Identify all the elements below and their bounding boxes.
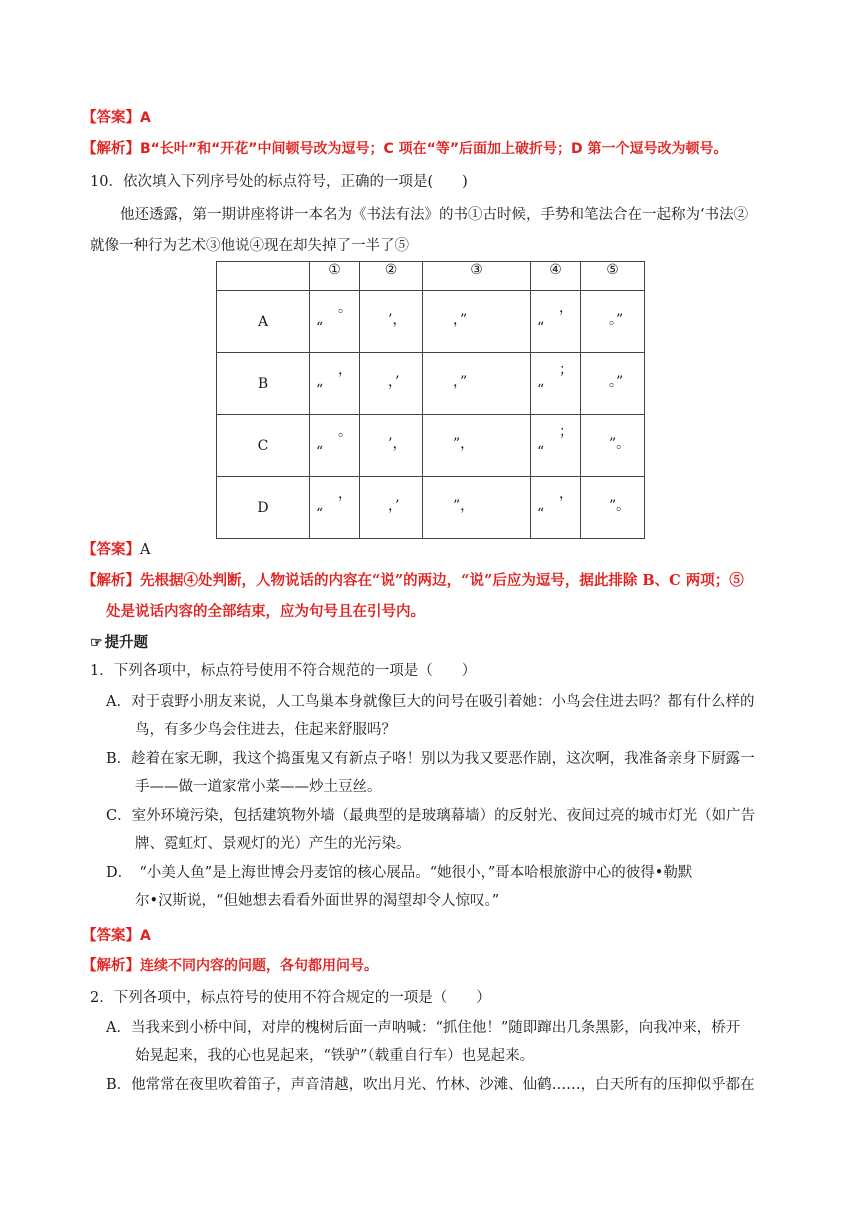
cell-mark: ’，: [388, 436, 407, 452]
q1-option-d-line1: D． “小美人鱼”是上海世博会丹麦馆的核心展品。“她很小，”哥本哈根旅游中心的彼得•勒默: [106, 865, 693, 881]
row-label: C: [217, 415, 310, 477]
answer-label: 【答案】: [82, 927, 140, 944]
q1-answer-line: [82, 926, 151, 946]
answer-label: 【答案】: [82, 109, 140, 126]
table-cell: [423, 415, 531, 477]
analysis-text: 连续不同内容的问题，各句都用问号。: [140, 958, 378, 974]
q2-option-a-line1: A．当我来到小桥中间，对岸的槐树后面一声呐喊：“抓住他！”随即蹿出几条黑影，向我冲来，桥开: [106, 1020, 741, 1036]
answer-value: A: [140, 542, 151, 558]
table-header-cell: [217, 262, 310, 291]
table-header-cell: ①: [310, 262, 360, 291]
cell-mark: ，: [338, 486, 352, 502]
table-header-row: [217, 262, 645, 291]
table-cell: [581, 477, 645, 539]
analysis-label: 【解析】: [82, 957, 140, 974]
options-table: [216, 261, 645, 539]
q10-analysis-line2: 处是说话内容的全部结束，应为句号且在引号内。: [106, 603, 425, 620]
table-cell: [310, 353, 360, 415]
cell-mark: ，: [338, 362, 352, 378]
q1-option-a-line2: 鸟，有多少鸟会住进去，住起来舒服吗？: [135, 722, 396, 738]
cell-mark: “: [316, 320, 324, 336]
q1-analysis-line: [82, 956, 378, 976]
q10-stem: 10．依次填入下列序号处的标点符号，正确的一项是( ): [90, 174, 468, 190]
cell-mark: 。: [338, 300, 352, 316]
q2-option-b-line1: B．他常常在夜里吹着笛子，声音清越，吹出月光、竹林、沙滩、仙鹤……，白天所有的压抑似乎都在: [106, 1077, 755, 1093]
table-cell: [531, 415, 581, 477]
cell-mark: ”，: [453, 436, 475, 452]
table-row: [217, 415, 645, 477]
cell-mark: ，”: [453, 374, 468, 390]
q2-option-a-line2: 始晃起来，我的心也晃起来，“铁驴”（载重自行车）也晃起来。: [135, 1048, 535, 1064]
cell-mark: “: [537, 320, 545, 336]
analysis-text: 先根据④处判断，人物说话的内容在“说”的两边，“说”后应为逗号，据此排除 B、C 两项；⑤: [140, 572, 744, 589]
table-cell: [360, 415, 423, 477]
pencil-icon: ☞: [90, 635, 103, 651]
table-cell: [310, 415, 360, 477]
cell-mark: ，”: [453, 312, 468, 328]
answer-label: 【答案】: [82, 541, 140, 558]
cell-mark: ；: [559, 362, 573, 378]
cell-mark: ，’: [388, 498, 400, 514]
q1-stem: 1．下列各项中，标点符号使用不符合规范的一项是（ ）: [90, 663, 477, 679]
table-cell: [531, 353, 581, 415]
table-header-cell: ④: [531, 262, 581, 291]
table-cell: [531, 291, 581, 353]
section-header: [90, 633, 148, 653]
analysis-text: B“长叶”和“开花”中间顿号改为逗号；C 项在“等”后面加上破折号；D 第一个逗号改为顿号。: [140, 141, 728, 157]
cell-mark: ’，: [388, 312, 407, 328]
cell-mark: ，’: [388, 374, 400, 390]
cell-mark: ，: [559, 486, 573, 502]
table-header-cell: ⑤: [581, 262, 645, 291]
cell-mark: “: [316, 382, 324, 398]
cell-mark: “: [537, 444, 545, 460]
q1-option-a-line1: A．对于袁野小朋友来说，人工鸟巢本身就像巨大的问号在吸引着她：小鸟会住进去吗？都有什么样的: [106, 694, 755, 710]
table-cell: [581, 353, 645, 415]
table-cell: [360, 477, 423, 539]
row-label: B: [217, 353, 310, 415]
table-cell: [310, 291, 360, 353]
cell-mark: 。”: [609, 374, 624, 390]
table-header-cell: ③: [423, 262, 531, 291]
analysis-label: 【解析】: [82, 572, 140, 589]
q2-stem: 2．下列各项中，标点符号的使用不符合规定的一项是（ ）: [90, 990, 491, 1006]
cell-mark: “: [316, 506, 324, 522]
table-row: [217, 477, 645, 539]
cell-mark: ”，: [453, 498, 475, 514]
cell-mark: ；: [559, 424, 573, 440]
q10-passage-line2: 就像一种行为艺术③他说④现在却失掉了一半了⑤: [90, 238, 409, 254]
cell-mark: ”。: [609, 436, 631, 452]
answer-line: [82, 108, 151, 128]
table-cell: [310, 477, 360, 539]
analysis-label: 【解析】: [82, 140, 140, 157]
q10-analysis-line1: [82, 571, 744, 591]
cell-mark: “: [537, 506, 545, 522]
cell-mark: 。: [338, 424, 352, 440]
q10-answer-line: [82, 540, 150, 560]
section-title: 提升题: [104, 634, 149, 651]
cell-mark: 。”: [609, 312, 624, 328]
row-label: A: [217, 291, 310, 353]
q1-option-c-line2: 牌、霓虹灯、景观灯的光）产生的光污染。: [135, 836, 411, 852]
row-label: D: [217, 477, 310, 539]
cell-mark: ”。: [609, 498, 631, 514]
cell-mark: “: [537, 382, 545, 398]
table-cell: [581, 291, 645, 353]
table-header-cell: ②: [360, 262, 423, 291]
q1-option-b-line1: B．趁着在家无聊，我这个捣蛋鬼又有新点子咯！别以为我又要恶作剧，这次啊，我准备亲身下厨露一: [106, 751, 755, 767]
answer-value: A: [140, 928, 151, 944]
q1-option-b-line2: 手——做一道家常小菜——炒土豆丝。: [135, 779, 382, 795]
cell-mark: “: [316, 444, 324, 460]
table-cell: [423, 291, 531, 353]
table-cell: [360, 291, 423, 353]
answer-value: A: [140, 110, 151, 126]
table-cell: [360, 353, 423, 415]
table-row: [217, 353, 645, 415]
table-row: [217, 291, 645, 353]
q1-option-d-line2: 尔•汉斯说，“但她想去看看外面世界的渴望却令人惊叹。”: [135, 893, 500, 909]
table-cell: [531, 477, 581, 539]
q10-passage-line1: 他还透露，第一期讲座将讲一本名为《书法有法》的书①古时候，手势和笔法合在一起称为‘书法②: [120, 207, 749, 223]
table-cell: [581, 415, 645, 477]
cell-mark: ，: [559, 300, 573, 316]
table-cell: [423, 353, 531, 415]
table-cell: [423, 477, 531, 539]
q1-option-c-line1: C．室外环境污染，包括建筑物外墙（最典型的是玻璃幕墙）的反射光、夜间过亮的城市灯光（如广告: [106, 808, 756, 824]
analysis-line: [82, 139, 728, 159]
